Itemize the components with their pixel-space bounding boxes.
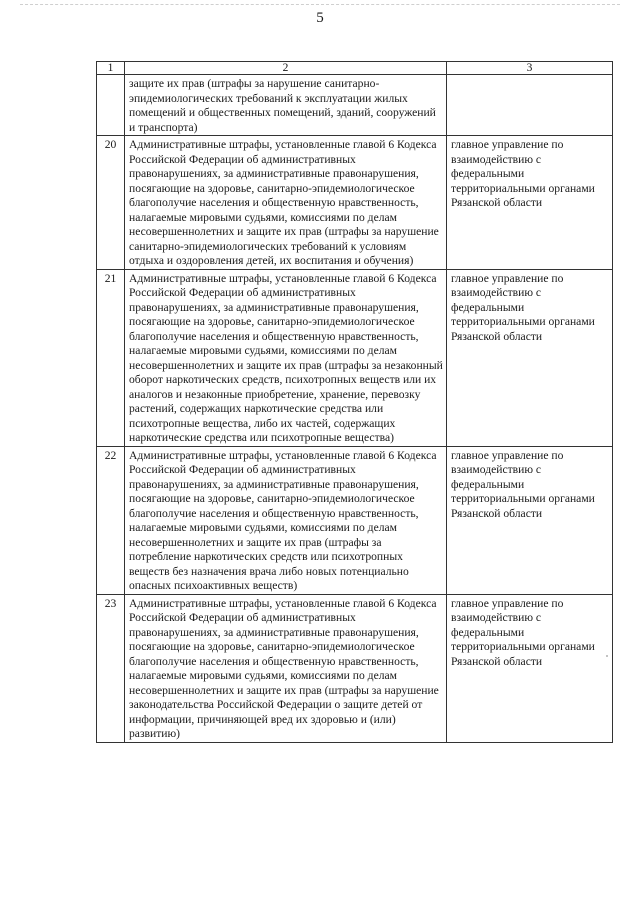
column-header-3: 3 bbox=[447, 62, 613, 75]
table-row bbox=[97, 446, 613, 594]
fine-description: защите их прав (штрафы за нарушение санитарно-эпидемиологических требований к эксплуатации жилых помещений и общественных помещений, зданий, сооружений и транспорта) bbox=[125, 75, 447, 136]
fine-description: Административные штрафы, установленные главой 6 Кодекса Российской Федерации об административных правонарушениях, за административные правонарушения, посягающие на здоровье, санитарно-эпидемиологическое благополучие населения и общественную нравственность, налагаемые мировыми судьями, комиссиями по делам несовершеннолетних и защите их прав (штрафы за потребление наркотических средств или психотропных веществ без назначения врача либо новых потенциально опасных психоактивных веществ) bbox=[125, 446, 447, 594]
table-row bbox=[97, 136, 613, 270]
fine-description: Административные штрафы, установленные главой 6 Кодекса Российской Федерации об административных правонарушениях, за административные правонарушения, посягающие на здоровье, санитарно-эпидемиологическое благополучие населения и общественную нравственность, налагаемые мировыми судьями, комиссиями по делам несовершеннолетних и защите их прав (штрафы за нарушение законодательства Российской Федерации о защите детей от информации, причиняющей вред их здоровью и (или) развитию) bbox=[125, 594, 447, 742]
row-number: 21 bbox=[97, 269, 125, 446]
administrator-authority: главное управление по взаимодействию с федеральными территориальными органами Рязанской области bbox=[447, 269, 613, 446]
table-row bbox=[97, 75, 613, 136]
fine-description: Административные штрафы, установленные главой 6 Кодекса Российской Федерации об административных правонарушениях, за административные правонарушения, посягающие на здоровье, санитарно-эпидемиологическое благополучие населения и общественную нравственность, налагаемые мировыми судьями, комиссиями по делам несовершеннолетних и защите их прав (штрафы за незаконный оборот наркотических средств, психотропных веществ или их аналогов и незаконные приобретение, хранение, перевозку растений, содержащих наркотические средства или психотропные вещества, либо их частей, содержащих наркотические средства или психотропные вещества) bbox=[125, 269, 447, 446]
administrator-authority: главное управление по взаимодействию с федеральными территориальными органами Рязанской области bbox=[447, 446, 613, 594]
table-header-row bbox=[97, 62, 613, 75]
fine-description: Административные штрафы, установленные главой 6 Кодекса Российской Федерации об административных правонарушениях, за административные правонарушения, посягающие на здоровье, санитарно-эпидемиологическое благополучие населения и общественную нравственность, налагаемые мировыми судьями, комиссиями по делам несовершеннолетних и защите их прав (штрафы за нарушение санитарно-эпидемиологических требований к условиям отдыха и оздоровления детей, их воспитания и обучения) bbox=[125, 136, 447, 270]
scan-edge-mark bbox=[20, 4, 620, 5]
administrator-authority: главное управление по взаимодействию с федеральными территориальными органами Рязанской области bbox=[447, 594, 613, 742]
page-number: 5 bbox=[316, 10, 324, 26]
row-number bbox=[97, 75, 125, 136]
table-row bbox=[97, 269, 613, 446]
scan-speck bbox=[606, 655, 608, 657]
administrator-authority bbox=[447, 75, 613, 136]
row-number: 22 bbox=[97, 446, 125, 594]
table-row bbox=[97, 594, 613, 742]
administrator-authority: главное управление по взаимодействию с федеральными территориальными органами Рязанской области bbox=[447, 136, 613, 270]
column-header-2: 2 bbox=[125, 62, 447, 75]
column-header-1: 1 bbox=[97, 62, 125, 75]
row-number: 23 bbox=[97, 594, 125, 742]
fines-table bbox=[96, 61, 613, 743]
row-number: 20 bbox=[97, 136, 125, 270]
